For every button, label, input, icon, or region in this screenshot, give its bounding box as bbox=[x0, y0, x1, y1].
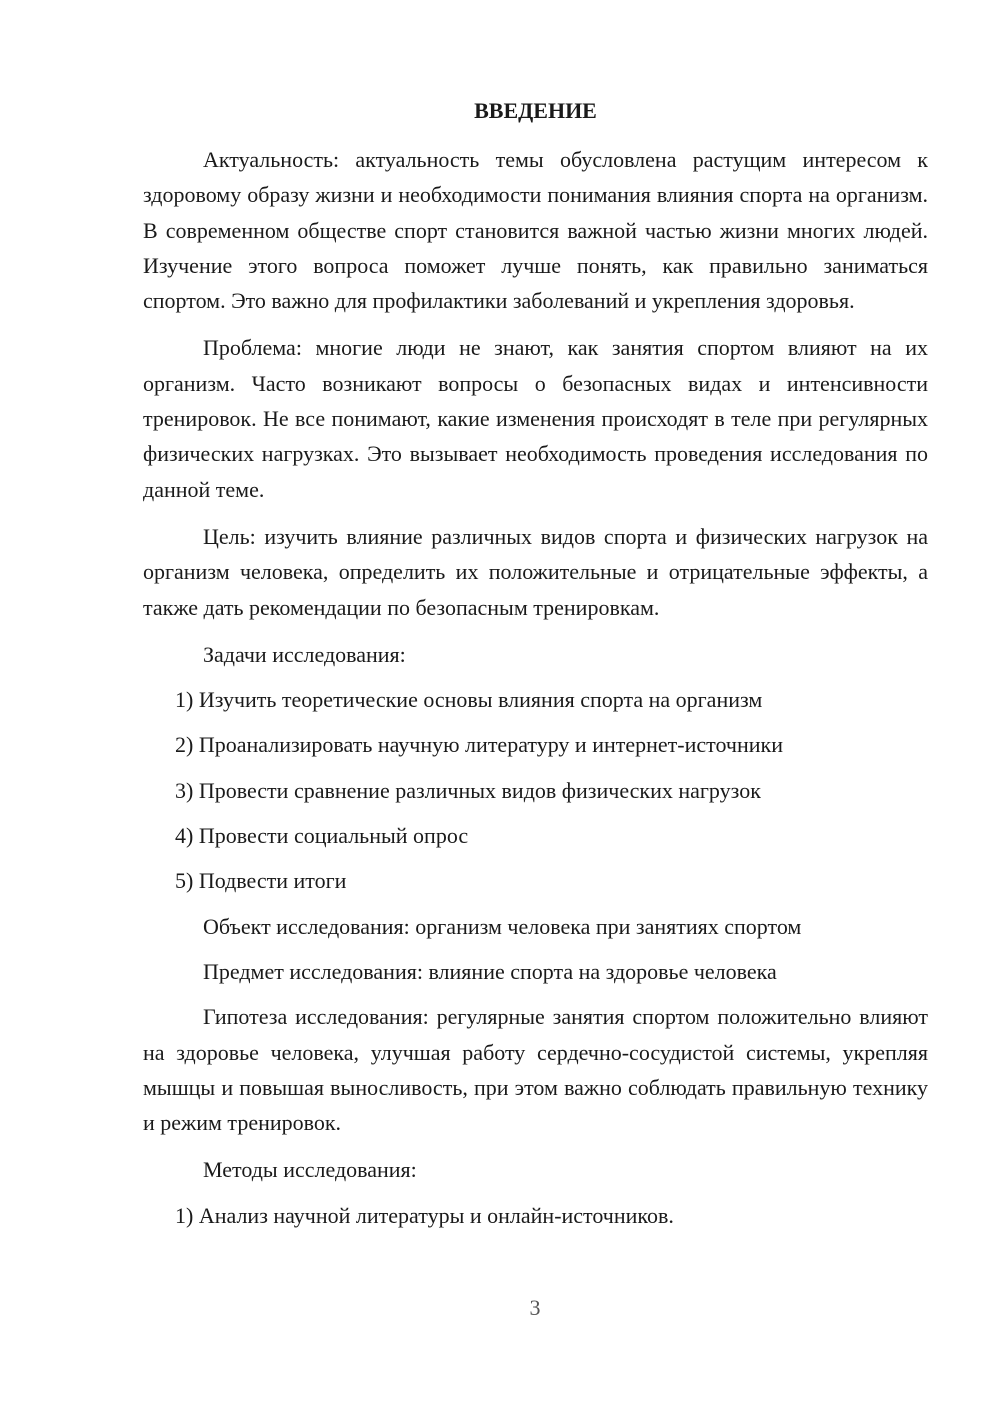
research-subject: Предмет исследования: влияние спорта на здоровье человека bbox=[203, 958, 777, 984]
tasks-heading: Задачи исследования: bbox=[203, 641, 406, 667]
task-item-2: 2) Проанализировать научную литературу и интернет-источники bbox=[175, 732, 783, 758]
task-item-5: 5) Подвести итоги bbox=[175, 868, 347, 894]
task-item-3: 3) Провести сравнение различных видов физических нагрузок bbox=[175, 777, 761, 803]
task-item-4: 4) Провести социальный опрос bbox=[175, 823, 469, 849]
problem-paragraph: Проблема: многие люди не знают, как занятия спортом влияют на их организм. Часто возникают вопросы о безопасных видах и интенсивности тренировок. Не все понимают, какие изменения происходят в теле при регулярных физических нагрузках. Это вызывает необходимость проведения исследования по данной теме. bbox=[143, 335, 928, 502]
relevance-paragraph: Актуальность: актуальность темы обусловлена растущим интересом к здоровому образу жизни и необходимости понимания влияния спорта на организм. В современном обществе спорт становится важной частью жизни многих людей. Изучение этого вопроса поможет лучше понять, как правильно заниматься спортом. Это важно для профилактики заболеваний и укрепления здоровья. bbox=[143, 147, 928, 314]
research-object: Объект исследования: организм человека при занятиях спортом bbox=[203, 913, 802, 939]
goal-paragraph: Цель: изучить влияние различных видов спорта и физических нагрузок на организм человека, определить их положительные и отрицательные эффекты, а также дать рекомендации по безопасным тренировкам. bbox=[143, 523, 928, 620]
methods-heading: Методы исследования: bbox=[203, 1157, 417, 1183]
method-item-1: 1) Анализ научной литературы и онлайн-источников. bbox=[175, 1202, 674, 1228]
task-item-1: 1) Изучить теоретические основы влияния спорта на организм bbox=[175, 687, 763, 713]
page-content bbox=[143, 93, 928, 1243]
page-number: 3 bbox=[529, 1295, 541, 1320]
hypothesis-paragraph: Гипотеза исследования: регулярные занятия спортом положительно влияют на здоровье человека, улучшая работу сердечно-сосудистой системы, укрепляя мышцы и повышая выносливость, при этом важно соблюдать правильную технику и режим тренировок. bbox=[143, 1004, 928, 1136]
section-title: ВВЕДЕНИЕ bbox=[474, 98, 597, 123]
